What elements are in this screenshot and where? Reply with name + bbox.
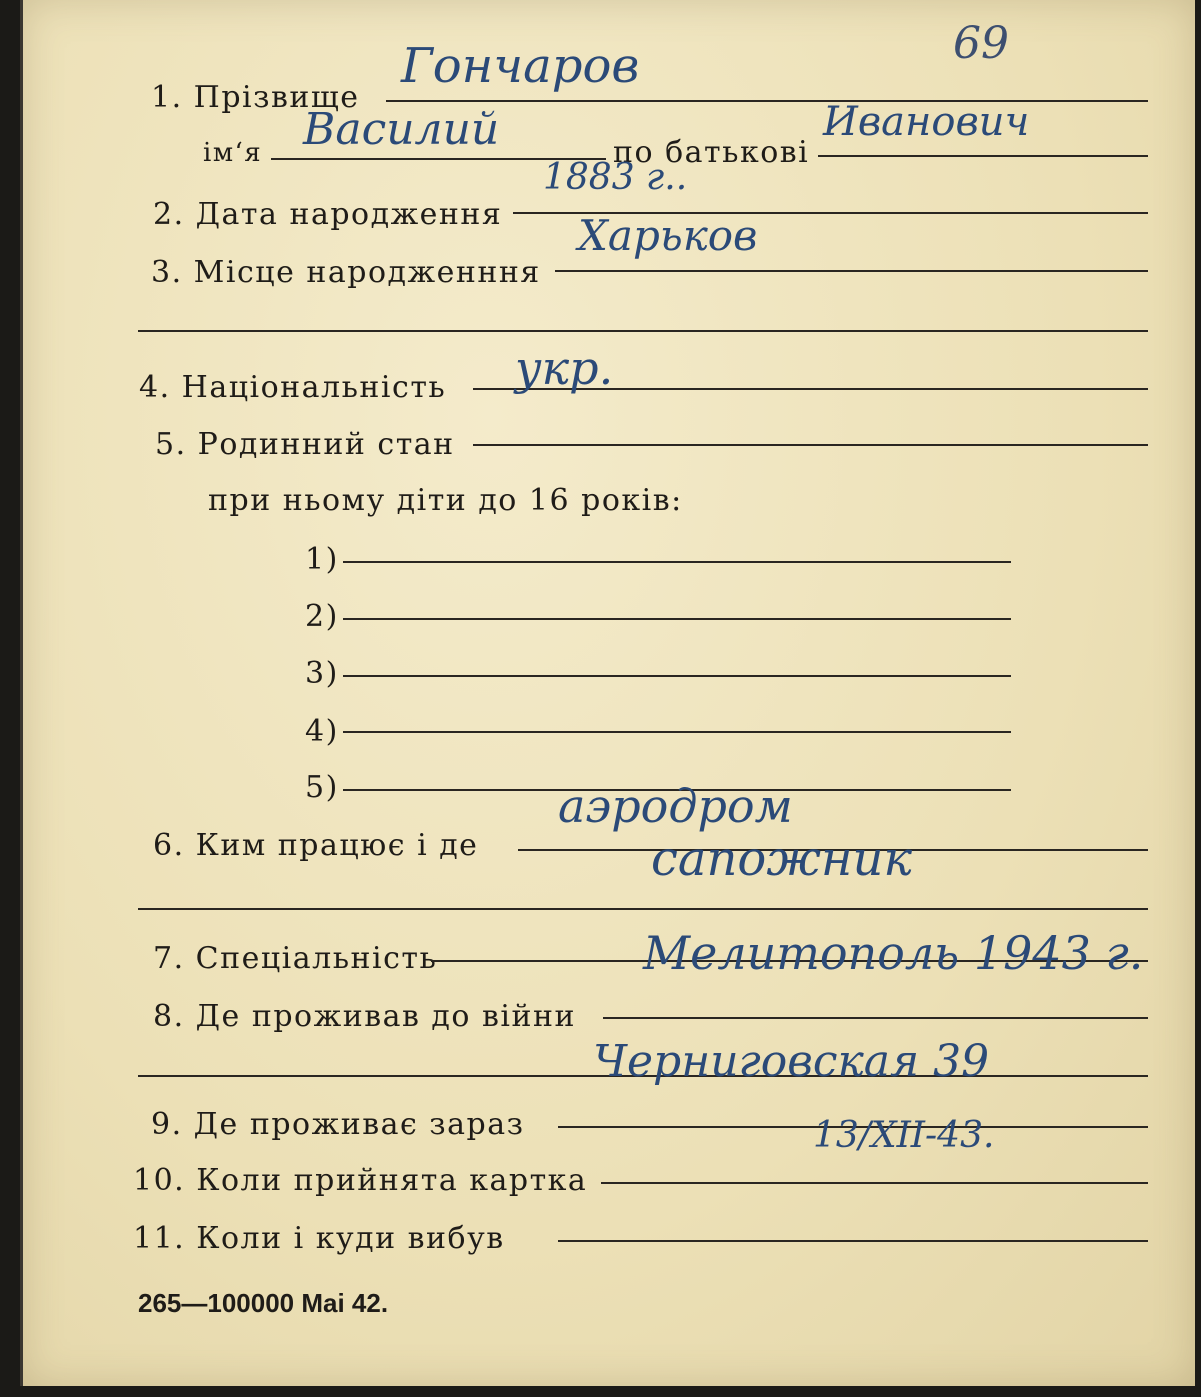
print-info: 265—100000 Mai 42.	[138, 1288, 389, 1318]
blank-line-1	[138, 330, 1148, 332]
card-accepted-line	[601, 1182, 1148, 1184]
card-accepted-value: 13/XII-43.	[813, 1115, 995, 1156]
card-accepted-label: 10. Коли прийнята картка	[133, 1163, 588, 1198]
surname-label: 1. Прізвище	[151, 80, 360, 115]
child-5-number: 5)	[305, 770, 339, 805]
surname-line	[386, 100, 1148, 102]
departure-label: 11. Коли і куди вибув	[133, 1221, 505, 1256]
marital-status-label: 5. Родинний стан	[155, 427, 455, 462]
child-1-number: 1)	[305, 542, 339, 577]
patronymic-label: по батькові	[613, 135, 810, 170]
birth-date-label: 2. Дата народження	[153, 197, 503, 232]
registration-card	[20, 0, 1195, 1386]
nationality-value: укр.	[515, 341, 614, 395]
card-number: 69	[953, 18, 1009, 69]
current-residence-label: 9. Де проживає зараз	[151, 1107, 525, 1142]
marital-status-line	[473, 444, 1148, 446]
work-value-line2: сапожник	[651, 831, 913, 887]
child-3-number: 3)	[305, 656, 339, 691]
children-label: при ньому діти до 16 років:	[208, 483, 683, 518]
patronymic-value: Иванович	[823, 99, 1030, 145]
name-label: ім‘я	[203, 138, 263, 168]
departure-line	[558, 1240, 1148, 1242]
name-value: Василий	[303, 104, 500, 155]
specialty-label: 7. Спеціальність	[153, 941, 438, 976]
child-3-line	[343, 675, 1011, 677]
blank-line-2	[138, 908, 1148, 910]
child-4-line	[343, 731, 1011, 733]
birth-place-label: 3. Місце народженння	[151, 255, 541, 290]
current-residence-value: Черниговская 39	[593, 1036, 990, 1087]
prewar-residence-label: 8. Де проживав до війни	[153, 999, 576, 1034]
prewar-residence-line	[603, 1017, 1148, 1019]
birth-date-value: 1883 г..	[543, 157, 688, 198]
child-2-line	[343, 618, 1011, 620]
work-label: 6. Ким працює і де	[153, 828, 479, 863]
child-2-number: 2)	[305, 599, 339, 634]
surname-value: Гончаров	[401, 38, 640, 94]
work-value-line1: аэродром	[558, 779, 793, 833]
nationality-label: 4. Національність	[139, 370, 447, 405]
prewar-residence-value: Мелитополь 1943 г.	[643, 926, 1144, 980]
child-4-number: 4)	[305, 714, 339, 749]
birth-place-line	[555, 270, 1148, 272]
birth-place-value: Харьков	[578, 211, 758, 260]
patronymic-line	[818, 155, 1148, 157]
child-1-line	[343, 561, 1011, 563]
